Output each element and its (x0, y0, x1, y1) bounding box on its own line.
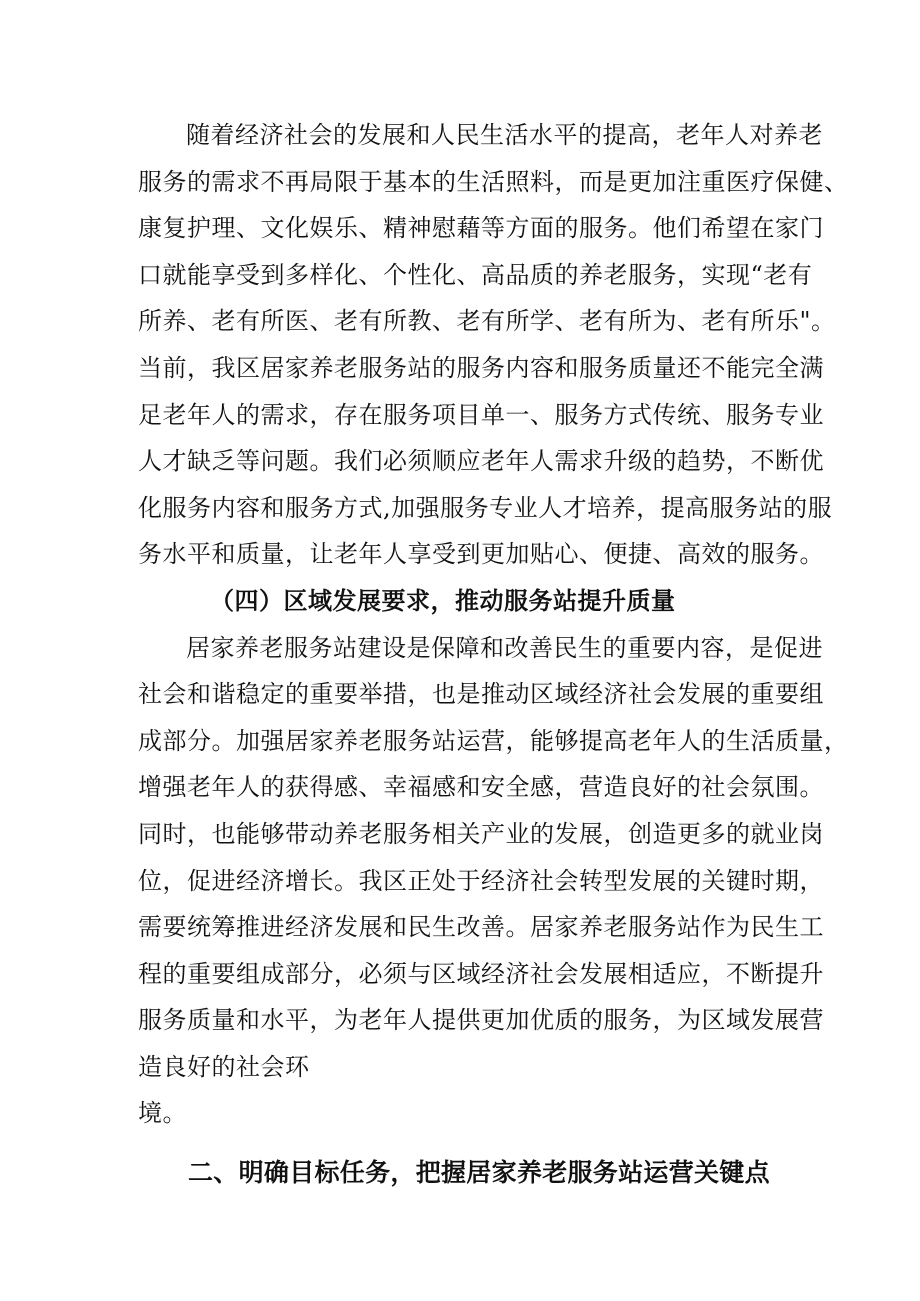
paragraph-line: 人才缺乏等问题。我们必须顺应老年人需求升级的趋势，不断优 (138, 447, 824, 476)
paragraph-regional-development (138, 625, 849, 1138)
paragraph-line: 需要统筹推进经济发展和民生改善。居家养老服务站作为民生工 (138, 913, 824, 942)
paragraph-line: 服务质量和水平，为老年人提供更加优质的服务，为区域发展营 (138, 1006, 824, 1035)
paragraph-line: 造良好的社会环 (138, 1052, 310, 1081)
paragraph-line: 居家养老服务站建设是保障和改善民生的重要内容，是促进 (186, 633, 823, 662)
document-page (138, 112, 849, 1197)
paragraph-line: 务水平和质量，让老年人享受到更加贴心、便捷、高效的服务。 (138, 540, 824, 569)
paragraph-line: 境。 (138, 1099, 187, 1128)
paragraph-line: 化服务内容和服务方式,加强服务专业人才培养，提高服务站的服 (138, 493, 833, 522)
paragraph-line: 增强老年人的获得感、幸福感和安全感，营造良好的社会氛围。 (138, 773, 824, 802)
paragraph-line: 康复护理、文化娱乐、精神慰藉等方面的服务。他们希望在家门 (138, 214, 824, 243)
paragraph-line: 口就能享受到多样化、个性化、高品质的养老服务，实现“老有 (138, 260, 813, 289)
paragraph-line: 随着经济社会的发展和人民生活水平的提高，老年人对养老 (186, 121, 823, 149)
paragraph-line: 服务的需求不再局限于基本的生活照料，而是更加注重医疗保健、 (138, 167, 849, 196)
paragraph-line: 同时，也能够带动养老服务相关产业的发展，创造更多的就业岗 (138, 819, 824, 848)
paragraph-line: 足老年人的需求，存在服务项目单一、服务方式传统、服务专业 (138, 400, 824, 429)
paragraph-line: 位，促进经济增长。我区正处于经济社会转型发展的关键时期， (138, 866, 824, 895)
paragraph-line: 成部分。加强居家养老服务站运营，能够提高老年人的生活质量， (138, 726, 849, 755)
section-heading: 二、明确目标任务，把握居家养老服务站运营关键点 (188, 1158, 770, 1188)
paragraph-line: 程的重要组成部分，必须与区域经济社会发展相适应，不断提升 (138, 959, 824, 988)
paragraph-elderly-needs (138, 112, 849, 578)
paragraph-line: 当前，我区居家养老服务站的服务内容和服务质量还不能完全满 (138, 353, 824, 382)
paragraph-line: 社会和谐稳定的重要举措，也是推动区域经济社会发展的重要组 (138, 680, 824, 709)
paragraph-line: 所养、老有所医、老有所教、老有所学、老有所为、老有所乐"。 (138, 307, 836, 336)
section-subheading: （四）区域发展要求，推动服务站提升质量 (210, 585, 676, 615)
